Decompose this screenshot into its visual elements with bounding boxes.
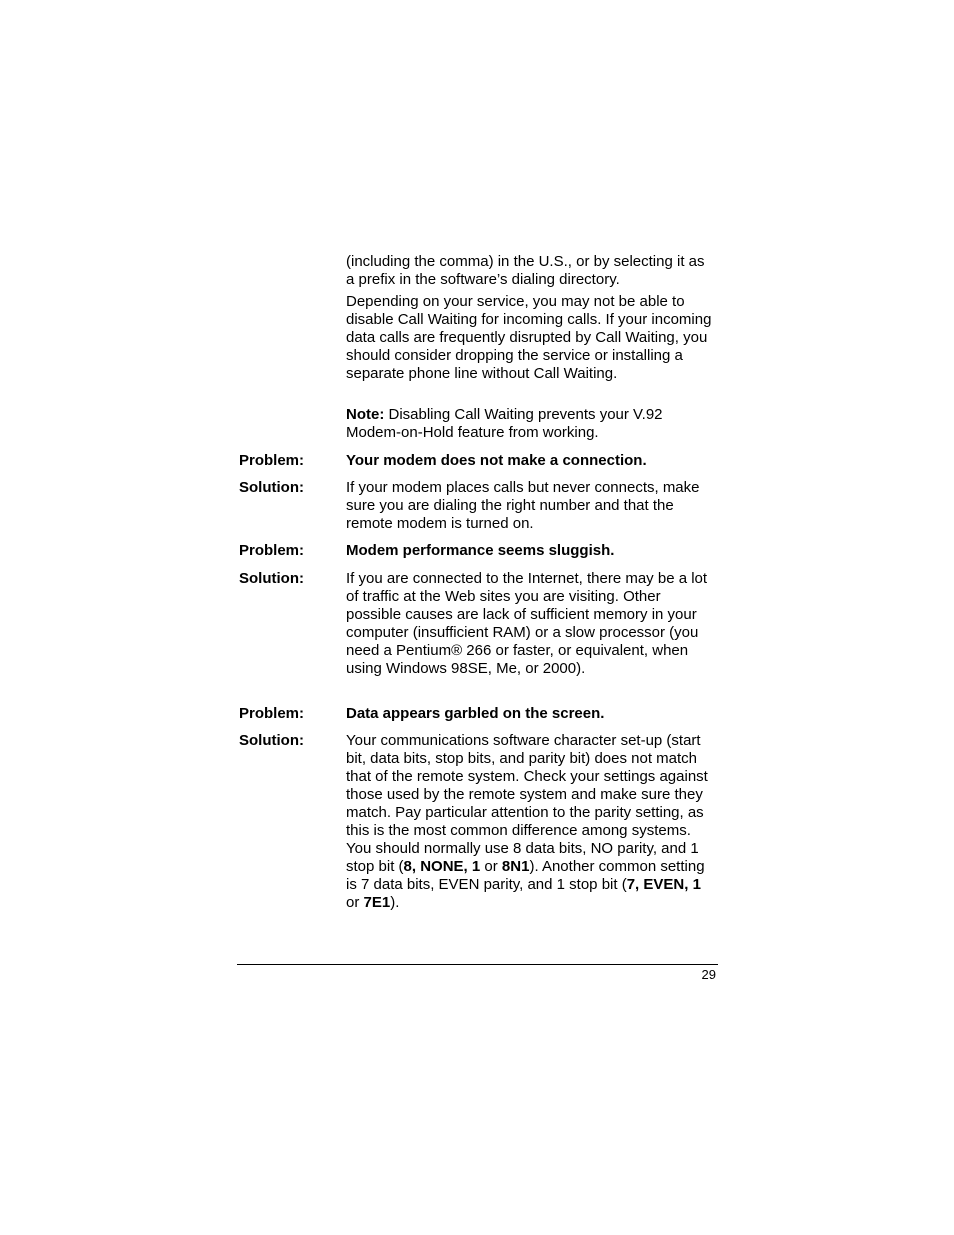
- note-label: Note:: [346, 406, 385, 423]
- setting-8-none-1: 8, NONE, 1: [403, 858, 481, 875]
- problem-label-1: Problem:: [239, 452, 305, 469]
- problem-text-3: Data appears garbled on the screen.: [346, 705, 605, 722]
- solution-label-1: Solution:: [239, 479, 304, 496]
- solution-3-text-a: Your communications software character set-up (start bit, data bits, stop bits, and parity bit) does not match that of the remote system. Check your settings against those used by the remote system and make sure they match. Pay particular attention to the parity setting, as this is the most common difference among systems. You should normally use 8 data bits, NO parity, and 1 stop bit (: [346, 732, 708, 875]
- problem-text-2: Modem performance seems sluggish.: [346, 542, 615, 559]
- solution-text-1: If your modem places calls but never connects, make sure you are dialing the right number and that the remote modem is turned on.: [346, 479, 700, 532]
- solution-text-3: [346, 732, 712, 912]
- note-paragraph: [346, 406, 712, 442]
- problem-text-1: Your modem does not make a connection.: [346, 452, 647, 469]
- solution-text-2: If you are connected to the Internet, there may be a lot of traffic at the Web sites you are visiting. Other possible causes are lack of sufficient memory in your computer (insufficient RAM) or a slow processor (you need a Pentium® 266 or faster, or equivalent, when using Windows 98SE, Me, or 2000).: [346, 570, 708, 677]
- footer-rule: [237, 964, 718, 965]
- problem-label-3: Problem:: [239, 705, 305, 722]
- solution-3-text-e: ).: [390, 894, 400, 911]
- solution-3-text-d: or: [346, 894, 364, 911]
- setting-7e1: 7E1: [363, 894, 391, 911]
- solution-label-2: Solution:: [239, 570, 304, 587]
- page-number: 29: [701, 967, 716, 982]
- solution-3-text-b: or: [480, 858, 502, 875]
- problem-label-2: Problem:: [239, 542, 305, 559]
- setting-8n1: 8N1: [501, 858, 530, 875]
- solution-label-3: Solution:: [239, 732, 304, 749]
- setting-7-even-1: 7, EVEN, 1: [626, 876, 701, 893]
- continuation-paragraph-1: (including the comma) in the U.S., or by selecting it as a prefix in the software’s dialing directory.: [346, 253, 705, 288]
- solution-3-text-c: ). Another common setting is 7 data bits, EVEN parity, and 1 stop bit (: [346, 858, 705, 893]
- note-text: Disabling Call Waiting prevents your V.92 Modem-on-Hold feature from working.: [346, 406, 663, 441]
- continuation-paragraph-2: Depending on your service, you may not be able to disable Call Waiting for incoming calls. If your incoming data calls are frequently disrupted by Call Waiting, you should consider dropping the service or installing a separate phone line without Call Waiting.: [346, 293, 712, 382]
